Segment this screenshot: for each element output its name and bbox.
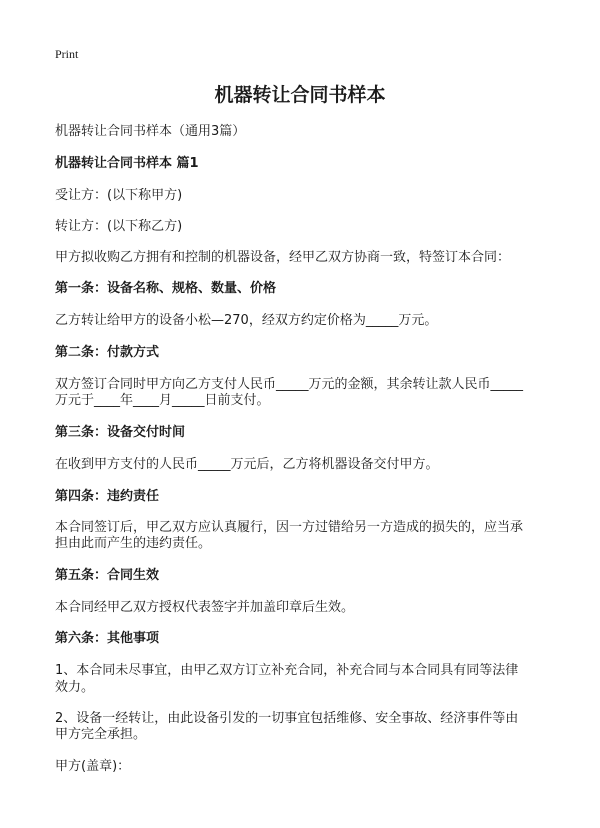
article-3-heading: 第三条：设备交付时间 bbox=[55, 425, 186, 440]
document-subtitle: 机器转让合同书样本（通用3篇） bbox=[55, 124, 246, 139]
transferor-party-line: 转让方：(以下称乙方) bbox=[55, 219, 183, 234]
article-3-text: 在收到甲方支付的人民币_____万元后，乙方将机器设备交付甲方。 bbox=[55, 457, 439, 472]
article-4-text-line-1: 本合同签订后，甲乙双方应认真履行，因一方过错给另一方造成的损失的，应当承 bbox=[55, 520, 524, 535]
article-5-heading: 第五条：合同生效 bbox=[55, 568, 160, 583]
print-label: Print bbox=[55, 47, 79, 61]
article-5-text: 本合同经甲乙双方授权代表签字并加盖印章后生效。 bbox=[55, 600, 355, 615]
article-4-text-line-2: 担由此而产生的违约责任。 bbox=[55, 536, 212, 551]
article-1-text: 乙方转让给甲方的设备小松—270，经双方约定价格为_____万元。 bbox=[55, 313, 438, 328]
article-2-text-line-2: 万元于____年____月_____日前支付。 bbox=[55, 393, 270, 408]
document-title: 机器转让合同书样本 bbox=[214, 84, 386, 106]
article-6-item-2-line-1: 2、设备一经转让，由此设备引发的一切事宜包括维修、安全事故、经济事件等由 bbox=[55, 711, 519, 726]
article-6-item-2-line-2: 甲方完全承担。 bbox=[55, 727, 147, 742]
article-6-item-1-line-2: 效力。 bbox=[55, 680, 95, 695]
party-a-seal-line: 甲方(盖章)： bbox=[55, 759, 131, 774]
article-6-heading: 第六条：其他事项 bbox=[55, 631, 160, 646]
section-heading: 机器转让合同书样本 篇1 bbox=[55, 156, 199, 171]
intro-paragraph: 甲方拟收购乙方拥有和控制的机器设备，经甲乙双方协商一致，特签订本合同： bbox=[55, 250, 511, 265]
article-6-item-1-line-1: 1、本合同未尽事宜，由甲乙双方订立补充合同，补充合同与本合同具有同等法律 bbox=[55, 663, 519, 678]
article-1-heading: 第一条：设备名称、规格、数量、价格 bbox=[55, 281, 277, 296]
article-2-heading: 第二条：付款方式 bbox=[55, 345, 160, 360]
article-4-heading: 第四条：违约责任 bbox=[55, 489, 160, 504]
article-2-text-line-1: 双方签订合同时甲方向乙方支付人民币_____万元的金额，其余转让款人民币_____ bbox=[55, 377, 524, 392]
receiver-party-line: 受让方：(以下称甲方) bbox=[55, 188, 183, 203]
